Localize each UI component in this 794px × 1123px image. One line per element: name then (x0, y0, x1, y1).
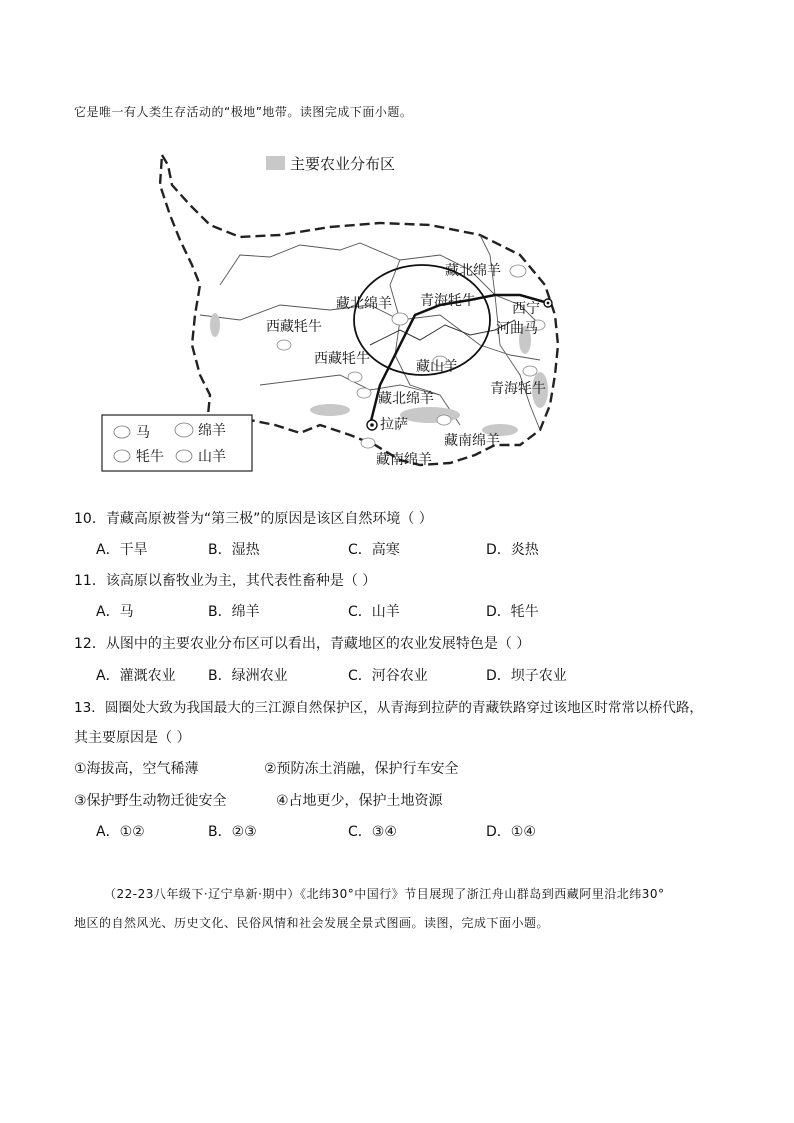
q12-option-d: D．坝子农业 (486, 668, 567, 684)
label-zangnan-sheep: 藏南绵羊 (376, 452, 432, 468)
yak-icon (523, 366, 537, 376)
q10-option-a: A．干旱 (96, 542, 148, 558)
q11-option-d: D．牦牛 (486, 604, 539, 620)
label-hequ-horse: 河曲马 (496, 321, 538, 337)
question-12-stem: 12．从图中的主要农业分布区可以看出，青藏地区的农业发展特色是（ ） (74, 636, 531, 652)
horse-icon (114, 426, 130, 438)
question-13-stem: 13．圆圈处大致为我国最大的三江源自然保护区，从青海到拉萨的青藏铁路穿过该地区时常常以桥代路， (74, 700, 704, 716)
q11-option-a: A．马 (96, 604, 134, 620)
q13-choice-4: ④占地更少，保护土地资源 (276, 793, 443, 809)
legend-area-label: 主要农业分布区 (290, 155, 396, 173)
q12-option-a: A．灌溉农业 (96, 668, 176, 684)
q10-option-c: C．高寒 (348, 542, 400, 558)
sheep-icon (510, 265, 526, 277)
label-zangnan-sheep: 藏南绵羊 (444, 433, 500, 449)
sheep-icon (361, 438, 375, 448)
label-qinghai-yak: 青海牦牛 (490, 381, 546, 397)
question-13-stem-cont: 其主要原因是（ ） (74, 730, 191, 746)
yak-icon (277, 340, 291, 350)
label-xizang-yak: 西藏牦牛 (266, 319, 322, 335)
legend-goat: 山羊 (198, 449, 226, 465)
q13-choice-1: ①海拔高，空气稀薄 (74, 761, 199, 777)
label-zangbei-sheep: 藏北绵羊 (336, 296, 392, 312)
sheep-icon (175, 423, 193, 437)
label-lhasa: 拉萨 (380, 417, 408, 433)
label-zangbei-sheep: 藏北绵羊 (445, 263, 501, 279)
legend-area-swatch (266, 156, 285, 170)
q13-option-a: A．①② (96, 824, 145, 840)
yak-icon (348, 372, 362, 382)
river (370, 320, 515, 345)
province-border (220, 243, 540, 325)
label-xizang-yak: 西藏牦牛 (314, 351, 370, 367)
q13-option-b: B．②③ (208, 824, 257, 840)
q11-option-b: B．绵羊 (208, 604, 260, 620)
q12-option-c: C．河谷农业 (348, 668, 428, 684)
label-zang-goat: 藏山羊 (416, 359, 458, 375)
q13-option-d: D．①④ (486, 824, 536, 840)
legend-sheep: 绵羊 (198, 423, 226, 439)
passage-line-2: 地区的自然风光、历史文化、民俗风情和社会发展全景式图画。读图，完成下面小题。 (74, 916, 550, 930)
question-11-stem: 11．该高原以畜牧业为主，其代表性畜种是（ ） (74, 573, 377, 589)
sheep-icon (357, 388, 371, 398)
yak-icon (114, 450, 130, 462)
qinghai-tibet-map (100, 145, 570, 495)
agri-area (310, 404, 350, 416)
q13-choice-3: ③保护野生动物迁徙安全 (74, 793, 227, 809)
q13-choice-2: ②预防冻土消融，保护行车安全 (264, 761, 459, 777)
question-10-stem: 10．青藏高原被誉为“第三极”的原因是该区自然环境（ ） (74, 511, 433, 527)
legend-yak: 牦牛 (136, 449, 164, 465)
passage-line-1: （22-23八年级下·辽宁阜新·期中）《北纬30°中国行》节目展现了浙江舟山群岛到西藏阿里沿北纬30° (104, 887, 665, 901)
legend-horse: 马 (136, 425, 150, 441)
animal-legend-box (102, 415, 252, 471)
q12-option-b: B．绿洲农业 (208, 668, 288, 684)
sheep-icon (392, 313, 408, 325)
q11-option-c: C．山羊 (348, 604, 400, 620)
label-zangbei-sheep: 藏北绵羊 (378, 391, 434, 407)
sheep-icon (437, 415, 451, 425)
label-xining: 西宁 (512, 301, 540, 317)
goat-icon (176, 450, 192, 462)
intro-text: 它是唯一有人类生存活动的“极地”地带。读图完成下面小题。 (74, 105, 413, 119)
q13-option-c: C．③④ (348, 824, 397, 840)
q10-option-d: D．炎热 (486, 542, 539, 558)
label-qinghai-yak: 青海牦牛 (420, 293, 476, 309)
agri-area (210, 313, 220, 337)
q10-option-b: B．湿热 (208, 542, 260, 558)
